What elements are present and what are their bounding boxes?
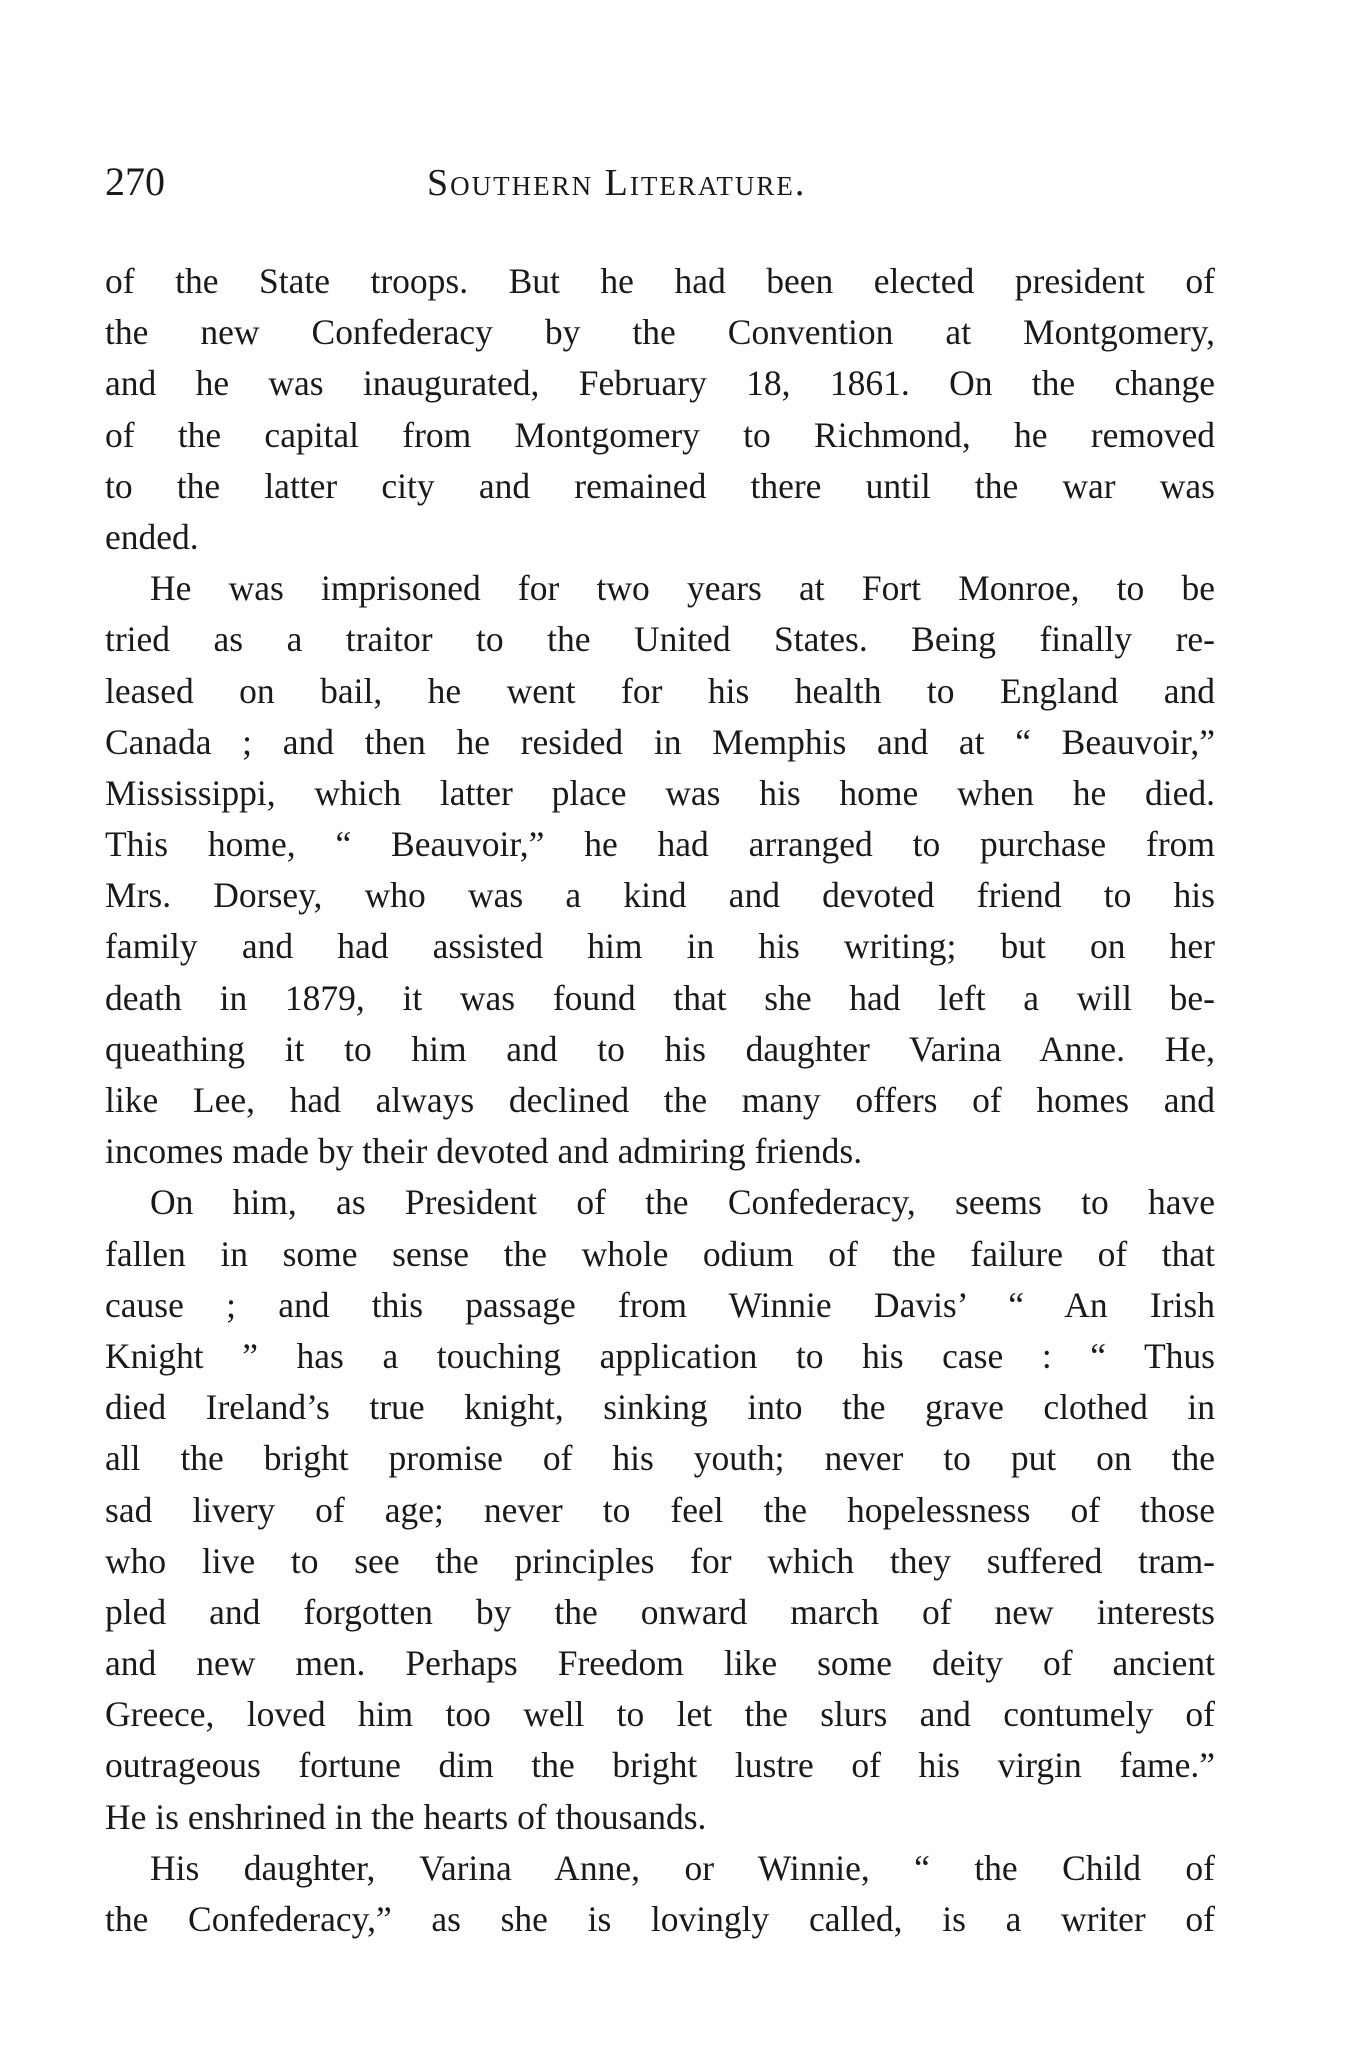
- text-line: the new Confederacy by the Convention at Montgomery,: [105, 312, 1215, 353]
- text-line: His daughter, Varina Anne, or Winnie, “ the Child of: [150, 1847, 1215, 1888]
- text-line: Greece, loved him too well to let the slurs and contumely of: [105, 1694, 1215, 1735]
- text-line: family and had assisted him in his writing; but on her: [105, 926, 1215, 967]
- body-text: [105, 256, 1215, 1945]
- text-line: Mrs. Dorsey, who was a kind and devoted friend to his: [105, 875, 1215, 916]
- text-line: to the latter city and remained there until the war was: [105, 465, 1215, 506]
- text-line: and he was inaugurated, February 18, 1861. On the change: [105, 363, 1215, 404]
- running-head: [105, 158, 1215, 214]
- text-line: like Lee, had always declined the many offers of homes and: [105, 1080, 1215, 1120]
- text-line: queathing it to him and to his daughter Varina Anne. He,: [105, 1028, 1215, 1069]
- page-number: 270: [105, 159, 165, 204]
- text-line: cause ; and this passage from Winnie Davis’ “ An Irish: [105, 1284, 1215, 1325]
- text-line: who live to see the principles for which they suffered tram-: [105, 1540, 1215, 1581]
- text-line: Mississippi, which latter place was his home when he died.: [105, 772, 1215, 813]
- text-line: incomes made by their devoted and admiring friends.: [105, 1131, 863, 1172]
- text-line: tried as a traitor to the United States. Being finally re-: [105, 619, 1215, 660]
- text-line: ended.: [105, 516, 199, 557]
- text-line: pled and forgotten by the onward march of new interests: [105, 1591, 1215, 1632]
- text-line: fallen in some sense the whole odium of the failure of that: [105, 1233, 1215, 1274]
- text-line: death in 1879, it was found that she had left a will be-: [105, 977, 1215, 1018]
- text-line: the Confederacy,” as she is lovingly called, is a writer of: [105, 1899, 1215, 1939]
- text-line: outrageous fortune dim the bright lustre of his virgin fame.”: [105, 1745, 1215, 1786]
- text-line: This home, “ Beauvoir,” he had arranged to purchase from: [105, 824, 1215, 865]
- text-line: leased on bail, he went for his health to England and: [105, 670, 1215, 711]
- text-line: sad livery of age; never to feel the hopelessness of those: [105, 1489, 1215, 1530]
- text-line: On him, as President of the Confederacy, seems to have: [150, 1182, 1215, 1223]
- text-line: of the capital from Montgomery to Richmond, he removed: [105, 414, 1215, 455]
- running-title: Southern Literature.: [427, 162, 807, 204]
- text-line: He was imprisoned for two years at Fort Monroe, to be: [150, 568, 1215, 609]
- text-line: died Ireland’s true knight, sinking into the grave clothed in: [105, 1387, 1215, 1428]
- text-line: all the bright promise of his youth; never to put on the: [105, 1438, 1215, 1479]
- text-line: and new men. Perhaps Freedom like some deity of ancient: [105, 1643, 1215, 1684]
- text-line: Canada ; and then he resided in Memphis and at “ Beauvoir,”: [105, 721, 1215, 762]
- text-line: He is enshrined in the hearts of thousands.: [105, 1796, 707, 1837]
- text-line: of the State troops. But he had been elected president of: [105, 261, 1215, 301]
- text-line: Knight ” has a touching application to his case : “ Thus: [105, 1335, 1215, 1376]
